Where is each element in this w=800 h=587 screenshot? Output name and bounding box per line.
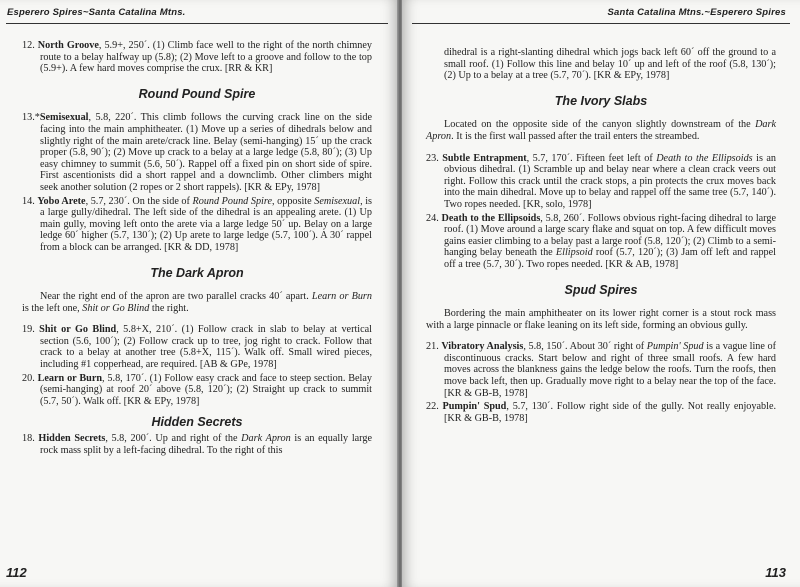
running-header: Santa Catalina Mtns.~Esperero Spires [607,7,786,18]
page-body [426,47,776,426]
route-entry: 19. Shit or Go Blind, 5.8+X, 210´. (1) Follow crack in slab to belay at vertical section (5.6, 100´); (2) Follow crack up to tree, jog right to crack. Follow that crack to a belay at another tree (5.8+X, 115´). Walk off. Small wired pieces, including #1 copperhead, are required. [AB & GPe, 1978] [22,324,373,371]
section-intro: Near the right end of the apron are two parallel cracks 40´ apart. Learn or Burn is the left one, Shit or Go Blind the right. [22,291,372,314]
route-entry: 24. Death to the Ellipsoids, 5.8, 260´. Follows obvious right-facing dihedral to large roof. (1) Move around a large scary flake and squat on top. A few difficult moves gains easier climbing to a belay past a large roof (5.8, 120´); (2) Climb to a semi-hanging belay beneath the Ellipsoid roof (5.7, 120´); (3) Jam off left and rappel off a tree (5.7, 30´). Two ropes needed. [KR & AB, 1978] [426,212,776,270]
page-number: 112 [6,565,27,580]
section-heading: The Ivory Slabs [554,93,648,108]
page-number: 113 [765,565,786,580]
route-name: Subtle Entrapment [442,152,527,164]
route-name: Pumpin' Spud [442,401,507,413]
section-heading: Hidden Secrets [151,415,243,430]
route-name: Semisexual [39,112,89,124]
route-entry: 14. Yobo Arete, 5.7, 230´. On the side of Round Pound Spire, opposite Semisexual, is a large gully/dihedral. The left side of the dihedral is an appealing arete. (1) Up main gully, moving left onto the arete via a large ledge 50´ up. Belay on a large ledge 60´ higher (5.7, 130´); (2) Up arete to large ledge (5.7, 100´). A 30´ rappel from a block can be arranged. [KR & DD, 1978] [22,195,373,253]
left-page [0,0,398,587]
route-entry: 13.*Semisexual, 5.8, 220´. This climb follows the curving crack line on the side facing into the main amphitheater. (1) Move up a series of dihedrals below and slightly right of the main arete/crack line. Belay (semi-hanging) 15´ up the crack proper (5.8, 90´); (2) Move up crack to a belay at a large ledge (5.8, 80´); (3) Up easy chimney to summit (5.6, 50´). Rappel off a fixed pin on short side of spire. First ascentionists did a short rappel and a downclimb. Other climbers might seek another solution (2 ropes or 2 short rappels). [KR & EPy, 1978] [22,112,372,193]
route-entry: 12. North Groove, 5.9+, 250´. (1) Climb face well to the right of the north chimney route to a belay halfway up (5.8); (2) Move left to a groove and follow to the top (5.9+). A few hard moves comprise the crux. [RR & KR] [22,40,372,75]
header-rule [6,23,388,24]
route-entry: 21. Vibratory Analysis, 5.8, 150´. About 30´ right of Pumpin' Spud is a vague line of discontinuous cracks. Start below and right of three small roofs. A few hard moves across the blankness gains the ledge below the roofs. Turn the roofs, then move back left, then up. Gradually move right to a belay near the top of the face. [KR & GB-B, 1978] [426,341,776,399]
route-name: North Groove [37,40,99,51]
route-entry: 22. Pumpin' Spud, 5.7, 130´. Follow right side of the gully. Not really enjoyable. [KR & GB-B, 1978] [426,401,777,424]
section-intro: Located on the opposite side of the canyon slightly downstream of the Dark Apron. It is the first wall passed after the trail enters the streambed. [426,119,776,142]
section-intro: Bordering the main amphitheater on its lower right corner is a stout rock mass with a large pinnacle or flake leaning on its left side, forming an obvious gully. [426,308,776,331]
page-body [22,40,372,458]
section-heading: The Dark Apron [150,265,244,280]
right-page [402,0,800,587]
route-entry: 18. Hidden Secrets, 5.8, 200´. Up and right of the Dark Apron is an equally large rock mass split by a left-facing dihedral. To the right of this [22,433,373,456]
route-continuation: dihedral is a right-slanting dihedral which jogs back left 60´ off the ground to a small roof. (1) Follow this line and belay 10´ up and left of the roof (5.8, 130´); (2) Up to a belay at a tree (5.7, 70´). [KR & EPy, 1978] [444,47,776,82]
route-name: Shit or Go Blind [39,324,117,336]
route-entry: 20. Learn or Burn, 5.8, 170´. (1) Follow easy crack and face to steep section. Belay (semi-hanging) at roof 20´ above (5.8, 120´); (2) Straight up crack to summit (5.7, 50´). Walk off. [KR & EPy, 1978] [22,372,372,407]
running-header: Esperero Spires~Santa Catalina Mtns. [7,7,186,18]
header-rule [412,23,790,24]
route-entry: 23. Subtle Entrapment, 5.7, 170´. Fifteen feet left of Death to the Ellipsoids is an obvious dihedral. (1) Scramble up and belay near where a clean crack veers out right. Follow this crack until the crack stops, a pin protects the crux moves back into the main dihedral. Move up to belay and rappel off the same tree (5.7, 140´). Two ropes needed. [KR, solo, 1978] [426,152,776,210]
route-name: Vibratory Analysis [441,341,524,353]
section-heading: Spud Spires [564,282,638,297]
section-heading: Round Pound Spire [138,86,256,101]
route-name: Learn or Burn [37,372,103,384]
route-name: Yobo Arete [37,195,86,207]
route-name: Death to the Ellipsoids [441,212,541,224]
route-name: Hidden Secrets [38,433,106,445]
